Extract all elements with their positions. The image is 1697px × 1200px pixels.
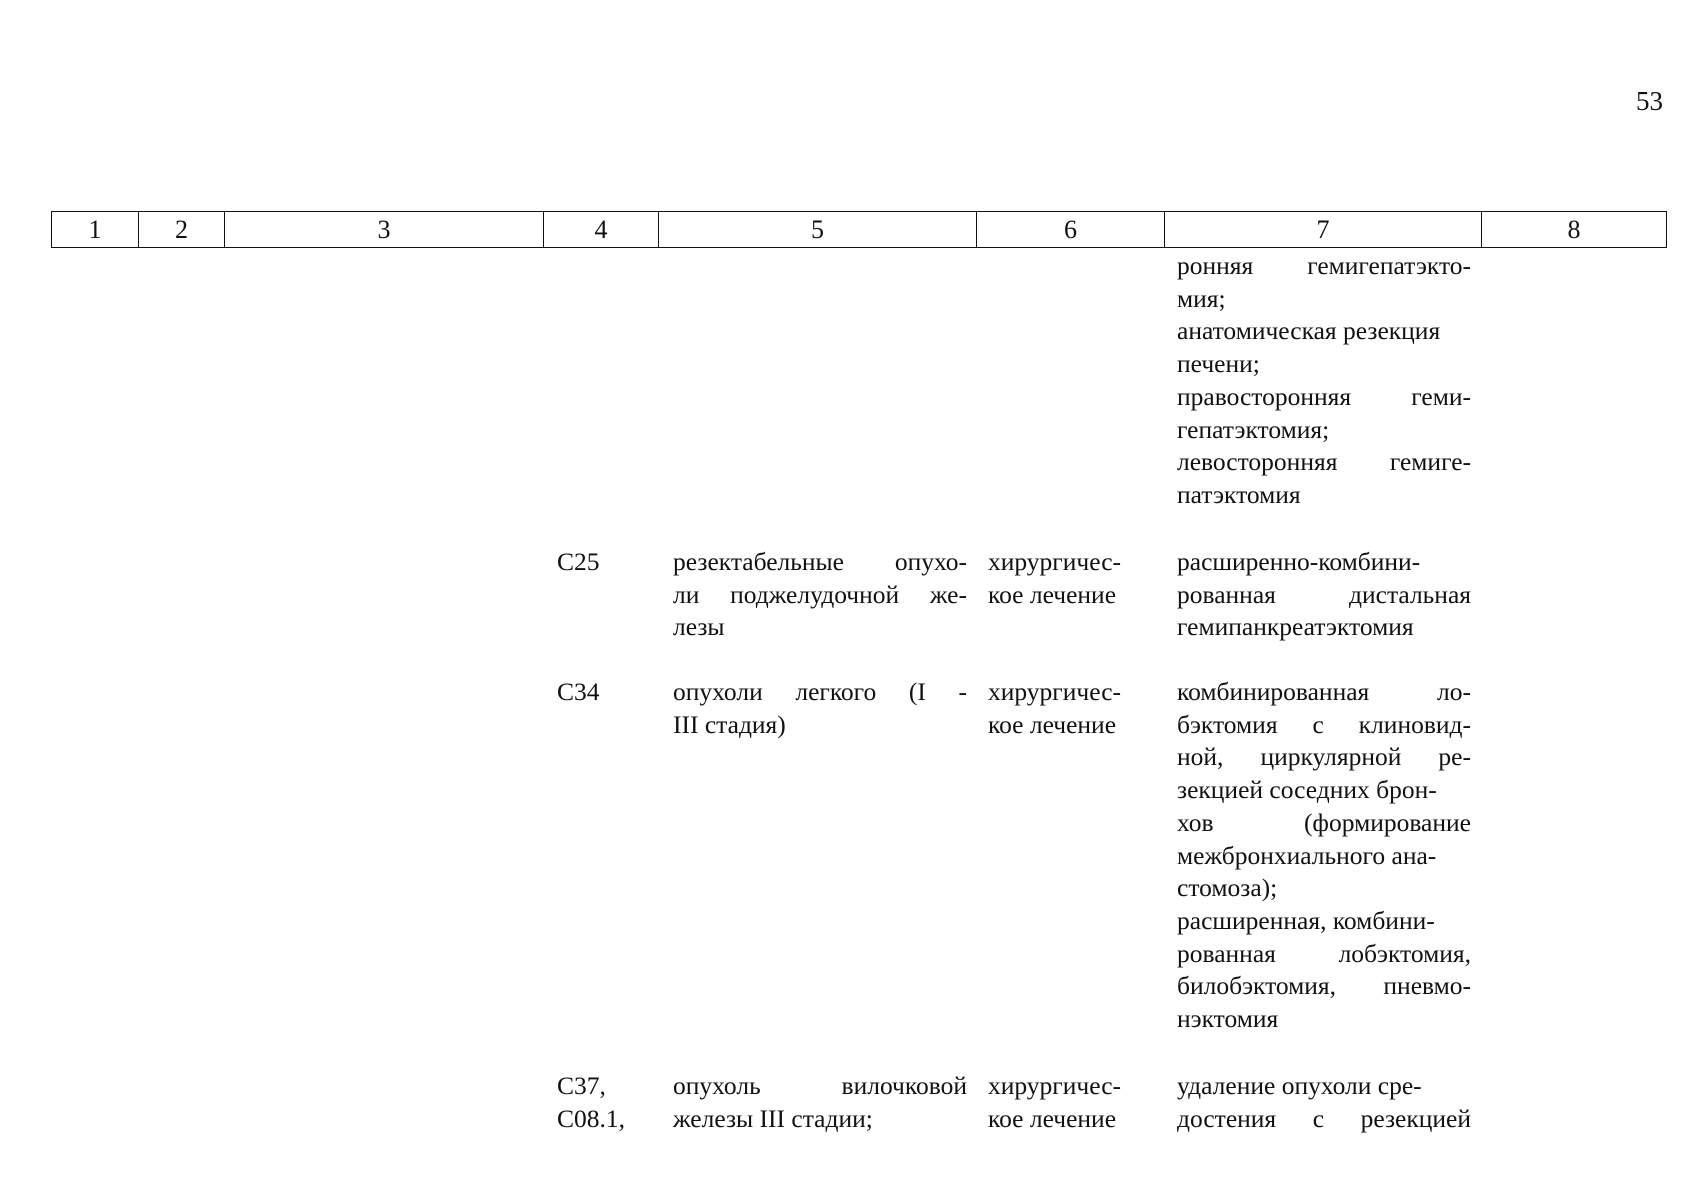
icd-code: C34 <box>557 677 600 706</box>
row-c34-disease <box>673 676 967 741</box>
text-line: расширенно-комбини- <box>1177 547 1421 576</box>
row-c34-treatment <box>988 676 1148 741</box>
text-line: билобэктомия, пневмо- <box>1177 971 1471 1001</box>
text-line: межбронхиального ана- <box>1177 840 1437 870</box>
text-line: ной, циркулярной ре- <box>1177 742 1471 772</box>
text-line: рованная дистальная <box>1177 579 1471 609</box>
row-c34-method <box>1177 676 1471 1036</box>
icd-code: C37, <box>557 1071 606 1100</box>
text-line: III стадия) <box>673 709 786 739</box>
row-c37-method <box>1177 1070 1471 1135</box>
text-line: расширенная, комбини- <box>1177 905 1435 935</box>
text-line: кое лечение <box>988 1103 1117 1133</box>
text-line: резектабельные опухо- <box>673 547 967 576</box>
text-line: хов (формирование <box>1177 807 1471 837</box>
text-line: стомоза); <box>1177 873 1278 903</box>
header-col-5: 5 <box>659 212 977 248</box>
text-line: хирургичес- <box>988 547 1122 576</box>
header-col-7: 7 <box>1165 212 1482 248</box>
text-line: мия; <box>1177 283 1226 313</box>
text-line: бэктомия с клиновид- <box>1177 709 1471 739</box>
text-line: опухоль вилочковой <box>673 1071 967 1100</box>
row-c25-disease <box>673 546 967 644</box>
text-line: удаление опухоли сре- <box>1177 1071 1422 1100</box>
header-col-1: 1 <box>52 212 139 248</box>
text-line: хирургичес- <box>988 677 1122 706</box>
text-line: железы III стадии; <box>673 1103 873 1133</box>
header-col-8: 8 <box>1482 212 1667 248</box>
text-line: правосторонняя геми- <box>1177 381 1471 411</box>
row-c37-disease <box>673 1070 967 1135</box>
text-line: нэктомия <box>1177 1004 1279 1034</box>
text-line: патэктомия <box>1177 479 1301 509</box>
continuation-method-cell <box>1177 250 1471 512</box>
row-c25-code <box>557 546 639 579</box>
row-c34-code <box>557 676 639 709</box>
text-line: кое лечение <box>988 579 1117 609</box>
header-col-6: 6 <box>977 212 1165 248</box>
page-number: 53 <box>1636 86 1663 116</box>
text-line: хирургичес- <box>988 1071 1122 1100</box>
text-line: комбинированная ло- <box>1177 677 1471 706</box>
text-line: зекцией соседних брон- <box>1177 775 1437 805</box>
text-line: гемипанкреатэктомия <box>1177 612 1414 642</box>
text-line: анатомическая резекция <box>1177 316 1441 346</box>
header-col-2: 2 <box>139 212 225 248</box>
text-line: кое лечение <box>988 709 1117 739</box>
header-col-3: 3 <box>225 212 544 248</box>
text-line: достения с резекцией <box>1177 1103 1471 1133</box>
header-col-4: 4 <box>544 212 659 248</box>
text-line: рованная лобэктомия, <box>1177 938 1471 968</box>
row-c37-code <box>557 1070 639 1135</box>
text-line: гепатэктомия; <box>1177 414 1330 444</box>
text-line: ронняя гемигепатэкто- <box>1177 251 1471 280</box>
text-line: печени; <box>1177 349 1260 379</box>
row-c25-method <box>1177 546 1471 644</box>
row-c25-treatment <box>988 546 1148 611</box>
row-c37-treatment <box>988 1070 1148 1135</box>
icd-code: C08.1, <box>557 1103 626 1133</box>
text-line: опухоли легкого (I - <box>673 677 967 706</box>
table-header-row <box>51 211 1667 248</box>
text-line: лезы <box>673 612 725 642</box>
text-line: ли поджелудочной же- <box>673 579 967 609</box>
icd-code: C25 <box>557 547 600 576</box>
text-line: левосторонняя гемиге- <box>1177 447 1471 477</box>
